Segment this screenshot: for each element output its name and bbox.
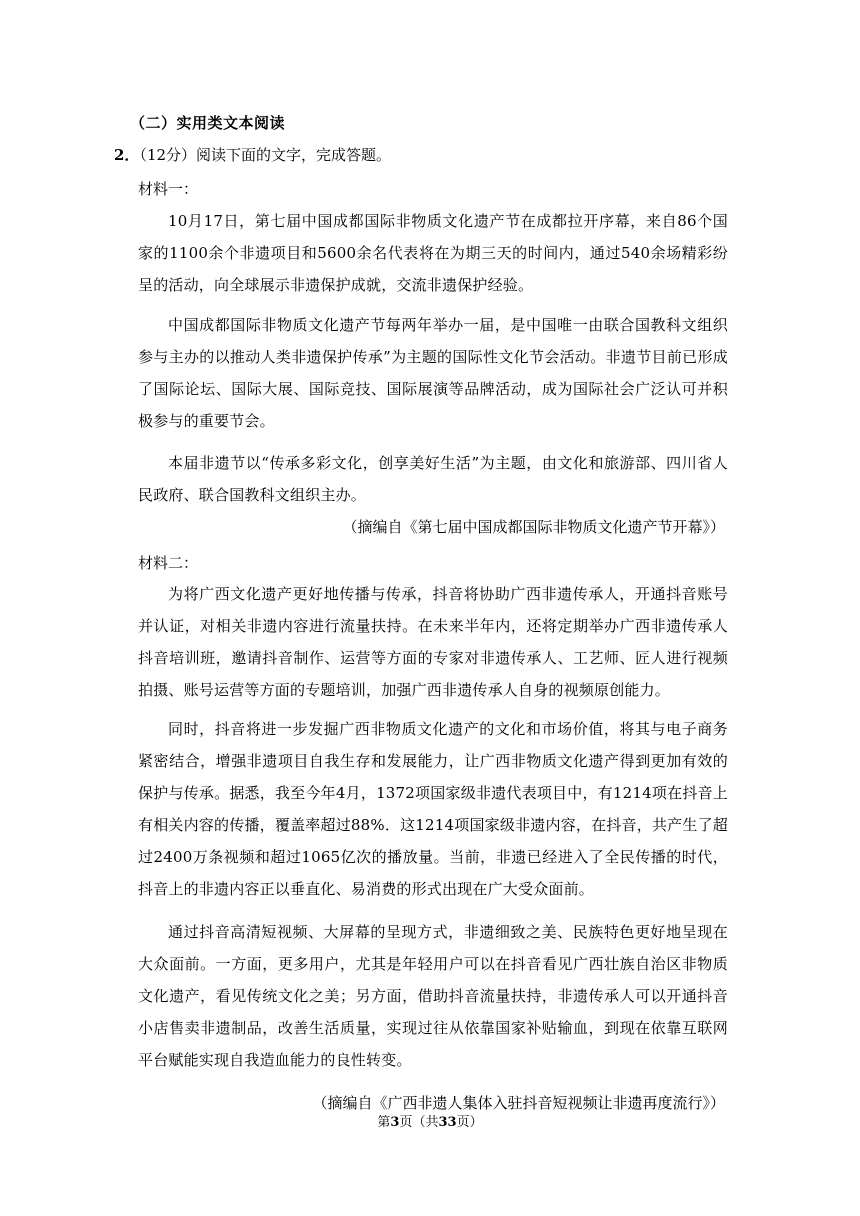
section-heading: （二）实用类文本阅读 bbox=[130, 114, 286, 132]
footer-prefix: 第 bbox=[377, 1115, 391, 1130]
material1-paragraph-1: 10月17日，第七届中国成都国际非物质文化遗产节在成都拉开序幕，来自86个国家的1100余个非遗项目和5600余名代表将在为期三天的时间内，通过540余场精彩纷呈的活动，向全球展示非遗保护成就，交流非遗保护经验。 bbox=[138, 212, 728, 294]
material2-label: 材料二： bbox=[138, 554, 199, 572]
footer-page-number: 3 bbox=[390, 1115, 400, 1130]
material2-paragraph-3: 通过抖音高清短视频、大屏幕的呈现方式，非遗细致之美、民族特色更好地呈现在大众面前。一方面，更多用户，尤其是年轻用户可以在抖音看见广西壮族自治区非物质文化遗产，看见传统文化之美；另方面，借助抖音流量扶持，非遗传承人可以开通抖音小店售卖非遗制品，改善生活质量，实现过往从依靠国家补贴输血，到现在依靠互联网平台赋能实现自我造血能力的良性转变。 bbox=[138, 923, 728, 1069]
material2-paragraph-2: 同时，抖音将进一步发掘广西非物质文化遗产的文化和市场价值，将其与电子商务紧密结合，增强非遗项目自我生存和发展能力，让广西非物质文化遗产得到更加有效的保护与传承。据悉，我至今年4月，1372项国家级非遗代表项目中，有1214项在抖音上有相关内容的传播，覆盖率超过88%．这1214项国家级非遗内容，在抖音，共产生了超过2400万条视频和超过1065亿次的播放量。当前，非遗已经进入了全民传播的时代，抖音上的非遗内容正以垂直化、易消费的形式出现在广大受众面前。 bbox=[138, 720, 728, 898]
material1-source: （摘编自《第七届中国成都国际非物质文化遗产节开幕》） bbox=[342, 518, 725, 536]
question-number: 2． bbox=[114, 146, 140, 164]
material2-paragraph-1: 为将广西文化遗产更好地传播与传承，抖音将协助广西非遗传承人，开通抖音账号并认证，对相关非遗内容进行流量扶持。在未来半年内，还将定期举办广西非遗传承人抖音培训班，邀请抖音制作、运营等方面的专家对非遗传承人、工艺师、匠人进行视频拍摄、账号运营等方面的专题培训，加强广西非遗传承人自身的视频原创能力。 bbox=[138, 585, 728, 699]
material1-paragraph-3: 本届非遗节以“传承多彩文化，创享美好生活”为主题，由文化和旅游部、四川省人民政府、联合国教科文组织主办。 bbox=[138, 454, 728, 504]
question-text: （12分）阅读下面的文字，完成答题。 bbox=[139, 146, 392, 164]
material1-label: 材料一： bbox=[138, 180, 199, 198]
question-stem bbox=[114, 143, 391, 167]
material2-source: （摘编自《广西非遗人集体入驻抖音短视频让非遗再度流行》） bbox=[312, 1094, 725, 1112]
page-footer bbox=[0, 1114, 860, 1132]
material1-paragraph-2: 中国成都国际非物质文化遗产节每两年举办一届，是中国唯一由联合国教科文组织参与主办的以推动人类非遗保护传承”为主题的国际性文化节会活动。非遗节目前已形成了国际论坛、国际大展、国际竞技、国际展演等品牌活动，成为国际社会广泛认可并积极参与的重要节会。 bbox=[138, 316, 728, 430]
footer-middle: 页（共 bbox=[399, 1115, 439, 1130]
footer-suffix: 页） bbox=[456, 1115, 483, 1130]
footer-total-pages: 33 bbox=[438, 1115, 457, 1130]
